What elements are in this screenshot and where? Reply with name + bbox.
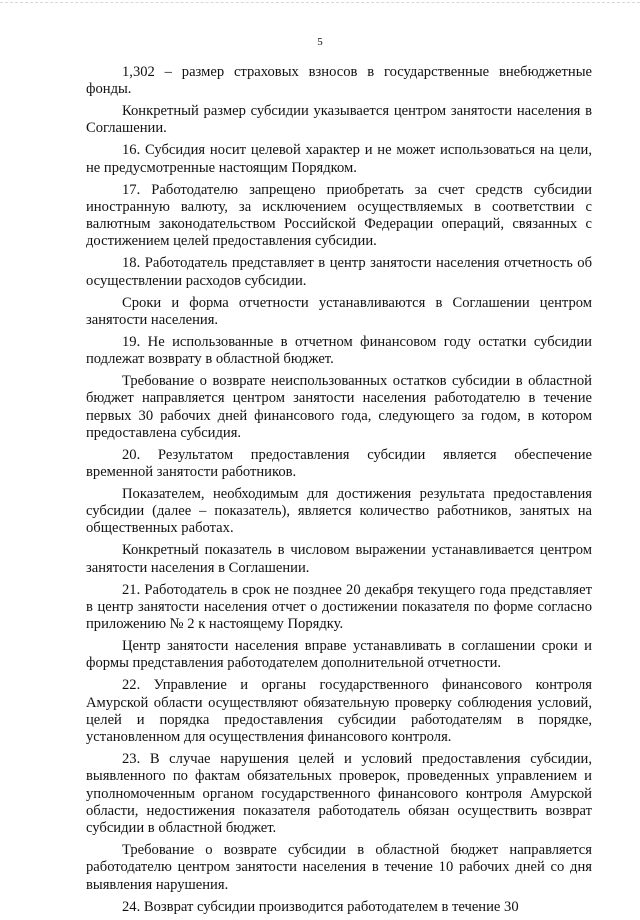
paragraph-item-21: 21. Работодатель в срок не позднее 20 декабря текущего года представляет в центр занятости населения отчет о достижении показателя по форме согласно приложению № 2 к настоящему Порядку.: [86, 581, 592, 633]
paragraph-return-requirement: Требование о возврате неиспользованных остатков субсидии в областной бюджет направляется центром занятости населения работодателю в течение первых 30 рабочих дней финансового года, следующего за годом, в котором предоставлена субсидия.: [86, 372, 592, 441]
paragraph-reporting-terms: Сроки и форма отчетности устанавливаются в Соглашении центром занятости населения.: [86, 294, 592, 328]
paragraph-indicator: Показателем, необходимым для достижения результата предоставления субсидии (далее – показатель), является количество работников, занятых на общественных работах.: [86, 485, 592, 537]
paragraph-item-23: 23. В случае нарушения целей и условий предоставления субсидии, выявленного по фактам обязательных проверок, проведенных управлением и уполномоченным органом государственного финансового контроля Амурской области, недостижения показателя работодатель обязан осуществить возврат субсидии в областной бюджет.: [86, 751, 592, 837]
paragraph-item-16: 16. Субсидия носит целевой характер и не может использоваться на цели, не предусмотренные настоящим Порядком.: [86, 142, 592, 176]
paragraph-item-19: 19. Не использованные в отчетном финансовом году остатки субсидии подлежат возврату в областной бюджет.: [86, 333, 592, 368]
paragraph-item-18: 18. Работодатель представляет в центр занятости населения отчетность об осуществлении расходов субсидии.: [86, 255, 592, 289]
paragraph-insurance-rate: 1,302 – размер страховых взносов в государственные внебюджетные фонды.: [86, 64, 592, 98]
paragraph-item-17: 17. Работодателю запрещено приобретать за счет средств субсидии иностранную валюту, за исключением осуществляемых в соответствии с валютным законодательством Российской Федерации операций, связанных с достижением целей предоставления субсидии.: [86, 181, 592, 250]
paragraph-violation-return: Требование о возврате субсидии в областной бюджет направляется работодателю центром занятости населения в течение 10 рабочих дней со дня выявления нарушения.: [86, 842, 592, 893]
document-body: [86, 64, 592, 920]
paragraph-item-20: 20. Результатом предоставления субсидии является обеспечение временной занятости работников.: [86, 446, 592, 480]
paragraph-indicator-value: Конкретный показатель в числовом выражении устанавливается центром занятости населения в Соглашении.: [86, 542, 592, 576]
paragraph-item-24: 24. Возврат субсидии производится работодателем в течение 30: [122, 898, 519, 915]
page-number: 5: [317, 36, 323, 48]
paragraph-additional-reporting: Центр занятости населения вправе устанавливать в соглашении сроки и формы представления работодателем дополнительной отчетности.: [86, 638, 592, 672]
scan-edge-divider: [0, 2, 640, 4]
paragraph-item-22: 22. Управление и органы государственного финансового контроля Амурской области осуществляют обязательную проверку соблюдения условий, целей и порядка предоставления субсидии работодателям в порядке, установленном для осуществления финансового контроля.: [86, 677, 592, 746]
paragraph-subsidy-amount: Конкретный размер субсидии указывается центром занятости населения в Соглашении.: [86, 103, 592, 137]
